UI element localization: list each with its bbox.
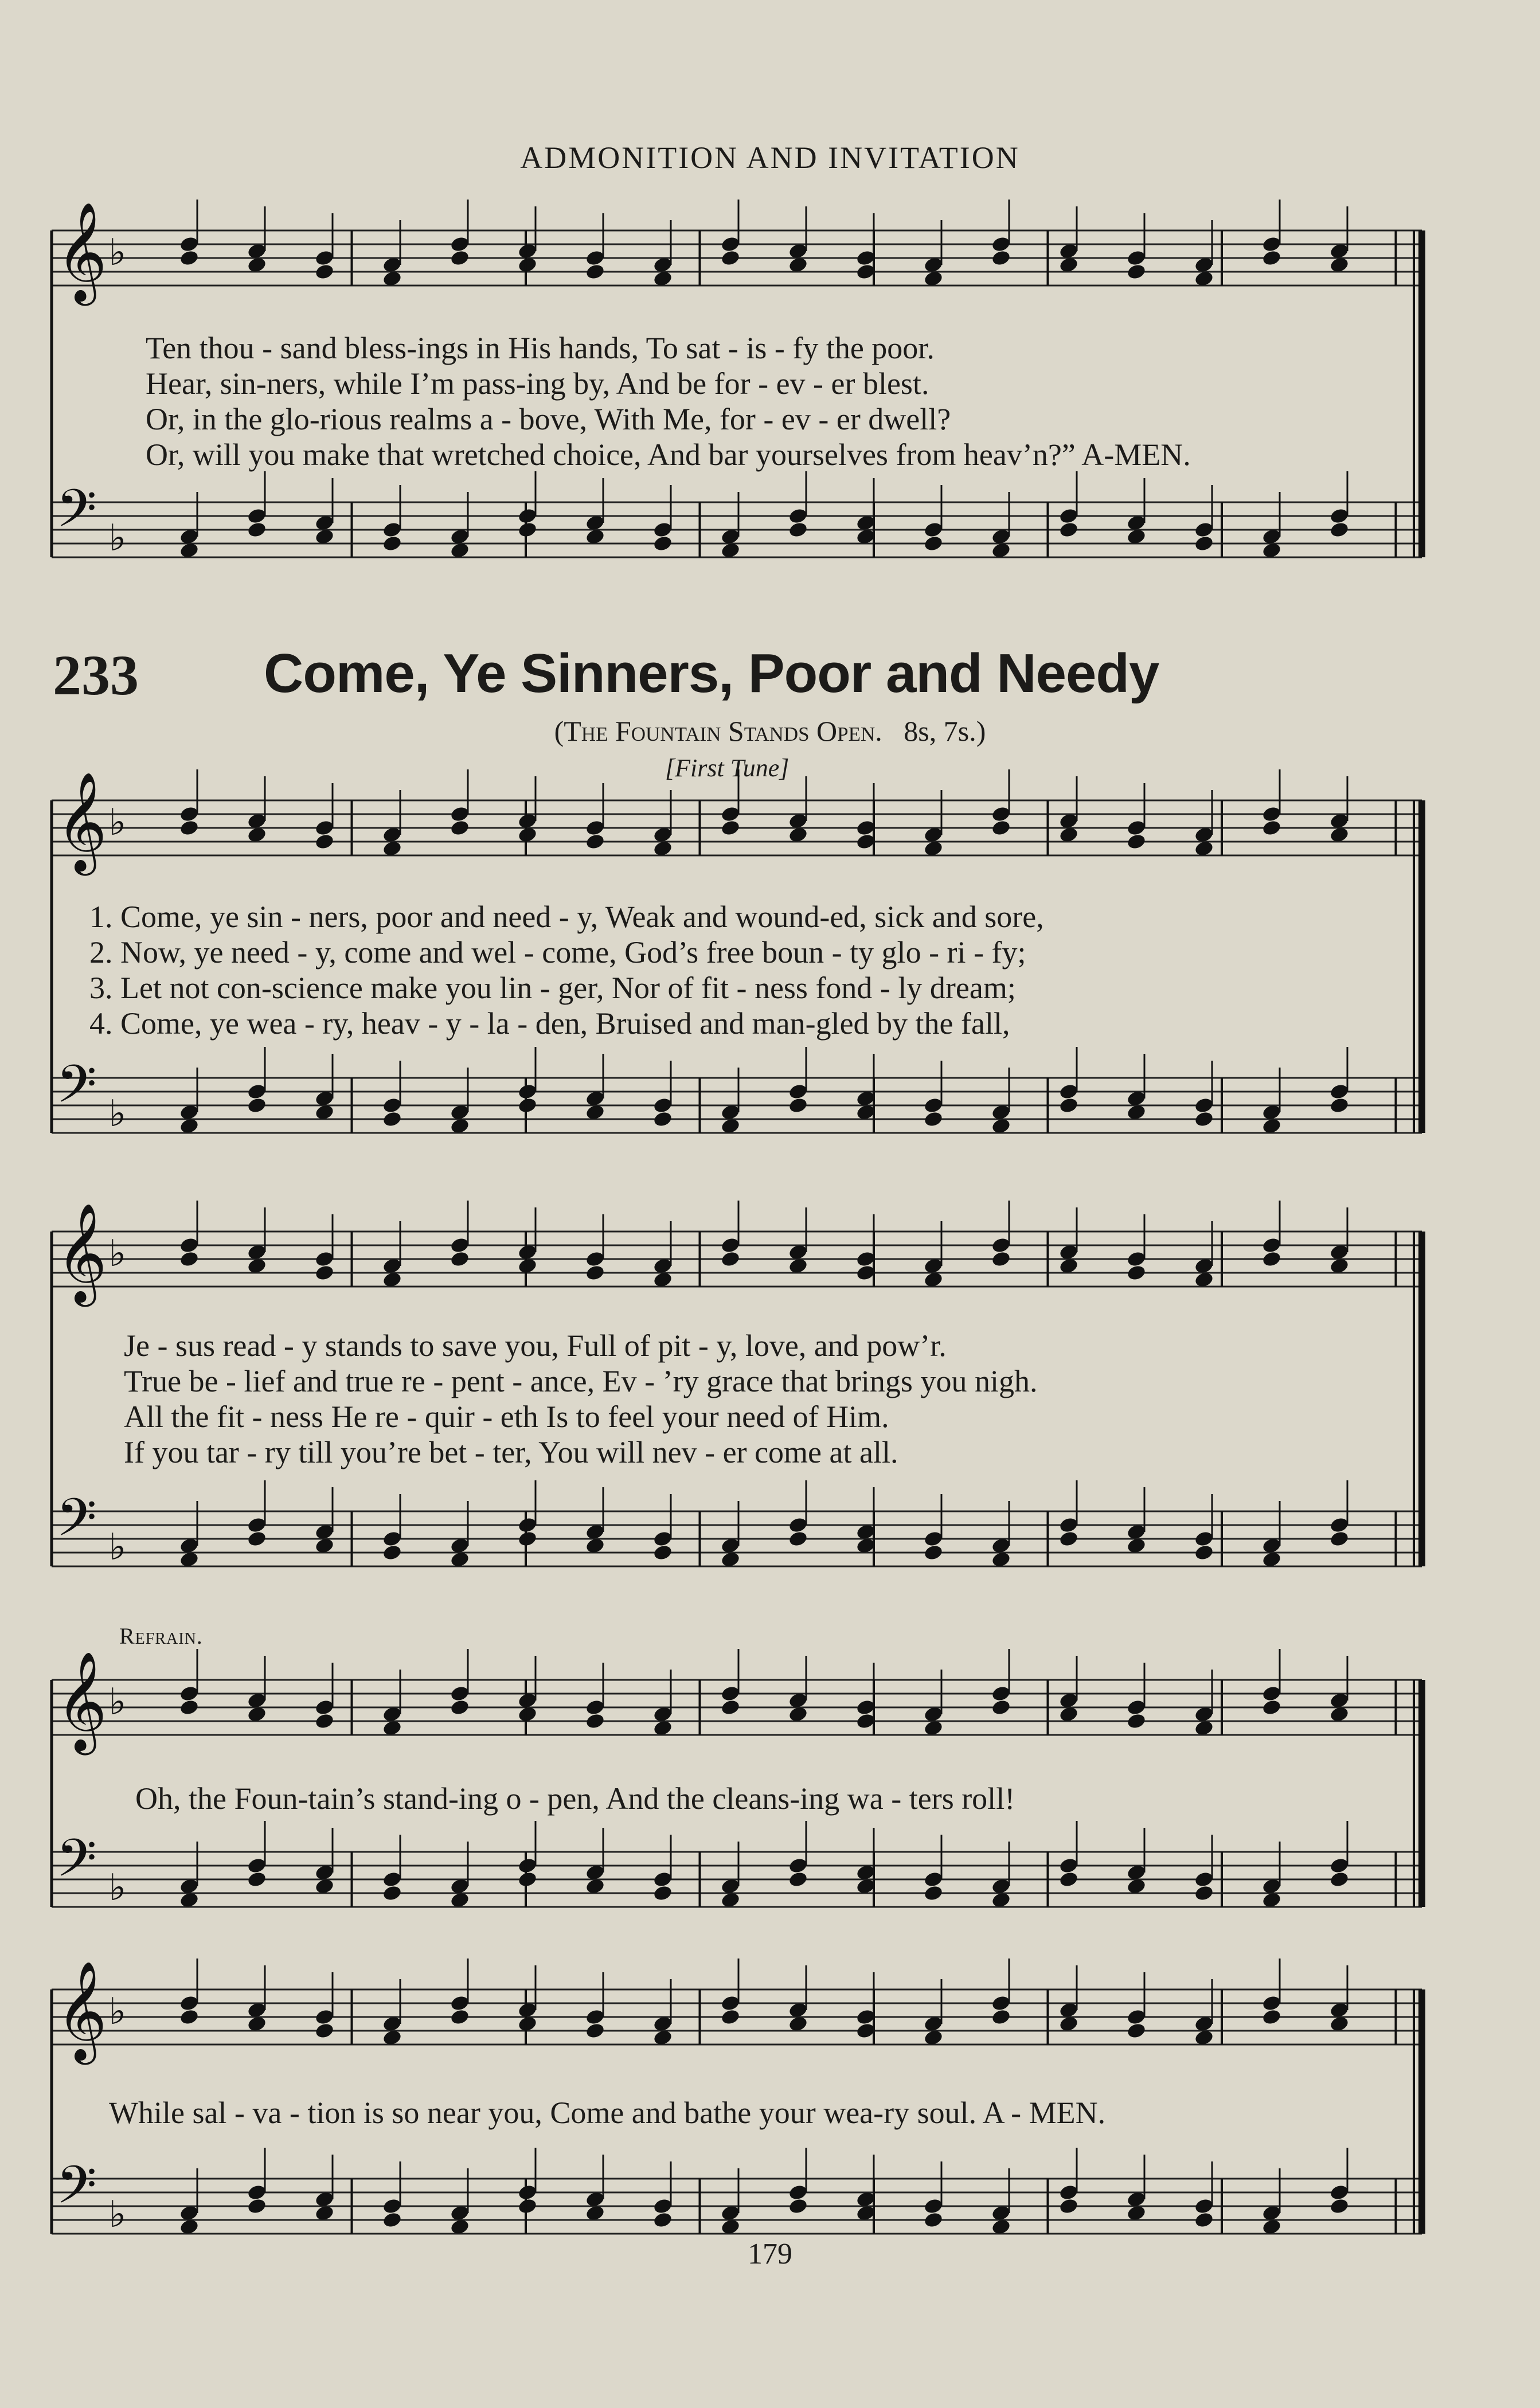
treble-clef-icon: 𝄞 bbox=[56, 772, 107, 871]
tune-label: [First Tune] bbox=[665, 754, 789, 782]
flat-icon: ♭ bbox=[109, 1093, 127, 1135]
flat-icon: ♭ bbox=[109, 1526, 127, 1569]
tune-info: (The Fountain Stands Open. 8s, 7s.) bbox=[554, 715, 986, 747]
verse-line-1: 1. Come, ye sin - ners, poor and need - y, Weak and wound-ed, sick and sore, bbox=[89, 900, 1044, 934]
page-number: 179 bbox=[748, 2238, 792, 2270]
note-head bbox=[382, 2211, 402, 2229]
flat-icon: ♭ bbox=[109, 1681, 127, 1723]
note-head bbox=[179, 2008, 200, 2026]
note-head bbox=[652, 2211, 673, 2229]
note-head bbox=[450, 2008, 470, 2026]
verse-line-1: Ten thou - sand bless-ings in His hands, To sat - is - fy the poor. bbox=[146, 331, 935, 365]
note-head bbox=[1329, 2198, 1350, 2215]
verse-line-2: True be - lief and true re - pent - ance, Ev - ’ry grace that brings you nigh. bbox=[124, 1364, 1038, 1398]
meter: 8s, 7s. bbox=[904, 715, 976, 747]
note-head bbox=[1194, 2211, 1214, 2229]
verse-line-3: 3. Let not con-science make you lin - ger, Nor of fit - ness fond - ly dream; bbox=[89, 971, 1016, 1005]
flat-icon: ♭ bbox=[109, 2194, 127, 2236]
refrain-line-1: Oh, the Foun-tain’s stand-ing o - pen, And the cleans-ing wa - ters roll! bbox=[135, 1781, 1015, 1816]
flat-icon: ♭ bbox=[109, 802, 127, 844]
verse-line-2: Hear, sin-ners, while I’m pass-ing by, And be for - ev - er blest. bbox=[146, 366, 929, 401]
note-head bbox=[1126, 2022, 1147, 2040]
bass-clef-icon: 𝄢 bbox=[56, 1054, 97, 1127]
treble-clef-icon: 𝄞 bbox=[56, 1203, 107, 1303]
verse-line-2: 2. Now, ye need - y, come and wel - come, God’s free boun - ty glo - ri - fy; bbox=[89, 935, 1026, 970]
hymn-title: Come, Ye Sinners, Poor and Needy bbox=[264, 643, 1159, 704]
refrain-line-2: While sal - va - tion is so near you, Come and bathe your wea-ry soul. A - MEN. bbox=[109, 2096, 1106, 2130]
note-head bbox=[1058, 2198, 1079, 2215]
bass-clef-icon: 𝄢 bbox=[56, 478, 97, 552]
verse-line-3: All the fit - ness He re - quir - eth Is to feel your need of Him. bbox=[124, 1400, 889, 1434]
flat-icon: ♭ bbox=[109, 1867, 127, 1909]
tune-name: The Fountain Stands Open. bbox=[564, 715, 882, 747]
flat-icon: ♭ bbox=[109, 232, 127, 274]
verse-line-4: 4. Come, ye wea - ry, heav - y - la - den, Bruised and man-gled by the fall, bbox=[89, 1006, 1010, 1041]
bass-clef-icon: 𝄢 bbox=[56, 1828, 97, 1901]
flat-icon: ♭ bbox=[109, 1991, 127, 2033]
note-head bbox=[991, 2008, 1011, 2026]
treble-clef-icon: 𝄞 bbox=[56, 1961, 107, 2061]
note-head bbox=[788, 2198, 808, 2215]
flat-icon: ♭ bbox=[109, 1233, 127, 1275]
tune-label-text: First Tune bbox=[675, 754, 780, 782]
verse-line-3: Or, in the glo-rious realms a - bove, With Me, for - ev - er dwell? bbox=[146, 402, 951, 436]
note-head bbox=[314, 2022, 335, 2040]
bass-clef-icon: 𝄢 bbox=[56, 1487, 97, 1561]
note-head bbox=[1261, 2008, 1282, 2026]
hymn-number: 233 bbox=[53, 643, 139, 707]
verse-line-4: Or, will you make that wretched choice, And bar yourselves from heav’n?” A-MEN. bbox=[146, 437, 1191, 472]
note-head bbox=[720, 2008, 741, 2026]
note-head bbox=[517, 2198, 538, 2215]
note-head bbox=[923, 2211, 944, 2229]
bass-clef-icon: 𝄢 bbox=[56, 2155, 97, 2228]
treble-clef-icon: 𝄞 bbox=[56, 1651, 107, 1751]
treble-clef-icon: 𝄞 bbox=[56, 202, 107, 302]
note-head bbox=[247, 2198, 267, 2215]
refrain-label: Refrain. bbox=[119, 1623, 203, 1649]
verse-line-4: If you tar - ry till you’re bet - ter, You will nev - er come at all. bbox=[124, 1435, 898, 1469]
verse-line-1: Je - sus read - y stands to save you, Full of pit - y, love, and pow’r. bbox=[124, 1328, 947, 1363]
note-head bbox=[585, 2022, 605, 2040]
flat-icon: ♭ bbox=[109, 517, 127, 560]
running-head: ADMONITION AND INVITATION bbox=[520, 140, 1020, 175]
